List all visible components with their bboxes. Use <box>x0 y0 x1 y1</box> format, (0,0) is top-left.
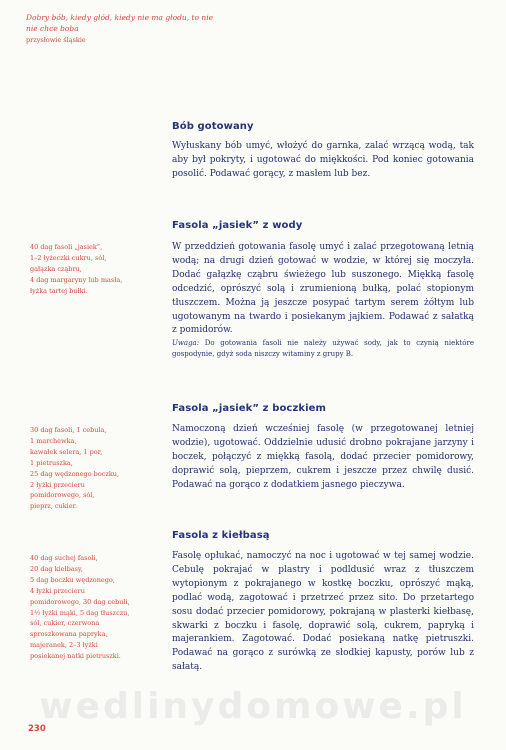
ingredients-list <box>30 425 170 512</box>
recipe-body <box>172 423 474 493</box>
recipe-paragraph: Namoczoną dzień wcześniej fasolę (w przegotowanej letniej wodzie), ugotować. Oddzielnie udusić drobno pokrajane jarzyny i boczek, połączyć z miękką fasolą, dodać przecier pomidorowy, doprawić solą, pieprzem, cukrem i jeszcze przez chwilę dusić. Podawać na gorąco z dodatkiem jasnego pieczywa. <box>172 424 474 490</box>
page-number: 230 <box>28 724 46 734</box>
note-label: Uwaga: <box>172 339 200 348</box>
ingredient-line: 4 dag margaryny lub masła, <box>30 275 123 284</box>
recipe-body <box>172 140 474 182</box>
ingredient-line: kawałek selera, 1 por, <box>30 447 103 456</box>
ingredients-list <box>30 242 170 297</box>
epigraph-source: przysłowie śląskie <box>26 36 86 44</box>
ingredient-line: posiekanej natki pietruszki. <box>30 652 121 661</box>
recipe-paragraph: Fasolę opłukać, namoczyć na noc i ugotować w tej samej wodzie. Cebulę pokrajać w plastry i podldusić wraz z tłuszczem wytopionym z pokrajanego w kostkę boczku, oprószyć mąką, podlać wodą, zagotować i przetrzeć przez sito. Do przetartego sosu dodać przecier pomidorowy, pokrajaną w plasterki kiełbasę, skwarki z boczku i fasolę, doprawić solą, cukrem, papryką i majerankiem. Zagotować. Dodać posiekaną natkę pietruszki. Podawać na gorąco z surówką ze słodkiej kapusty, porów lub z sałatą. <box>172 551 474 673</box>
ingredient-line: 25 dag wędzonego boczku, <box>30 469 120 478</box>
ingredient-line: pomidorowego, sól, <box>30 491 95 500</box>
ingredient-line: sól, cukier, czerwona <box>30 619 100 628</box>
recipe-title: Fasola z kiełbasą <box>172 530 270 541</box>
ingredient-line: 20 dag kiełbasy, <box>30 564 83 573</box>
epigraph <box>26 12 266 46</box>
epigraph-line-2: nie chce boba <box>26 24 79 33</box>
ingredient-line: 30 dag fasoli, 1 cebula, <box>30 426 107 434</box>
ingredient-line: majeranek, 2–3 łyżki <box>30 641 98 650</box>
recipe-title: Fasola „jasiek” z boczkiem <box>172 403 327 414</box>
ingredient-line: 40 dag fasoli „jasiek”, <box>30 243 103 251</box>
ingredient-line: gałązka cząbru, <box>30 264 82 273</box>
epigraph-line-1: Dobry bób, kiedy głód, kiedy nie ma głodu, to nie <box>26 13 214 22</box>
ingredient-line: 1 pietruszka, <box>30 458 73 467</box>
ingredient-line: sproszkowana papryka, <box>30 630 108 639</box>
ingredient-line: 1½ łyżki mąki, 5 dag tłuszczu, <box>30 608 130 617</box>
ingredient-line: 40 dag suchej fasoli, <box>30 554 98 562</box>
recipe-body <box>172 550 474 675</box>
ingredient-line: 1–2 łyżeczki cukru, sól, <box>30 253 107 262</box>
ingredient-line: 5 dag boczku wędzonego, <box>30 575 115 584</box>
recipe-paragraph: Wyłuskany bób umyć, włożyć do garnka, zalać wrzącą wodą, tak aby był pokryty, i ugotować do miękkości. Pod koniec gotowania posolić. Podawać gorący, z masłem lub bez. <box>172 141 474 179</box>
watermark: wedlinydomowe.pl <box>39 686 467 727</box>
ingredient-line: łyżka tartej bułki. <box>30 286 88 295</box>
recipe-title: Fasola „jasiek” z wody <box>172 220 303 231</box>
ingredient-line: pieprz, cukier. <box>30 502 78 511</box>
ingredient-line: 1 marchewka, <box>30 436 77 445</box>
ingredient-line: pomidorowego, 30 dag cebuli, <box>30 597 130 606</box>
ingredients-list <box>30 553 170 662</box>
recipe-body <box>172 241 474 360</box>
recipe-note <box>172 338 474 360</box>
ingredient-line: 2 łyżki przecieru <box>30 480 85 489</box>
note-text: Do gotowania fasoli nie należy używać sody, jak to czynią niektóre gospodynie, gdyż soda niszczy witaminy z grupy B. <box>172 339 474 359</box>
recipe-title: Bób gotowany <box>172 121 254 132</box>
ingredient-line: 4 łyżki przecieru <box>30 586 85 595</box>
recipe-paragraph: W przeddzień gotowania fasolę umyć i zalać przegotowaną letnią wodą; na drugi dzień gotować w wodzie, w której się moczyła. Dodać gałązkę cząbru świeżego lub suszonego. Miękką fasolę odcedzić, oprószyć solą i zrumienioną bułką, polać stopionym tłuszczem. Można ją jeszcze posypać tartym serem żółtym lub ugotowanym na twardo i posiekanym jajkiem. Podawać z sałatką z pomidorów. <box>172 242 474 336</box>
